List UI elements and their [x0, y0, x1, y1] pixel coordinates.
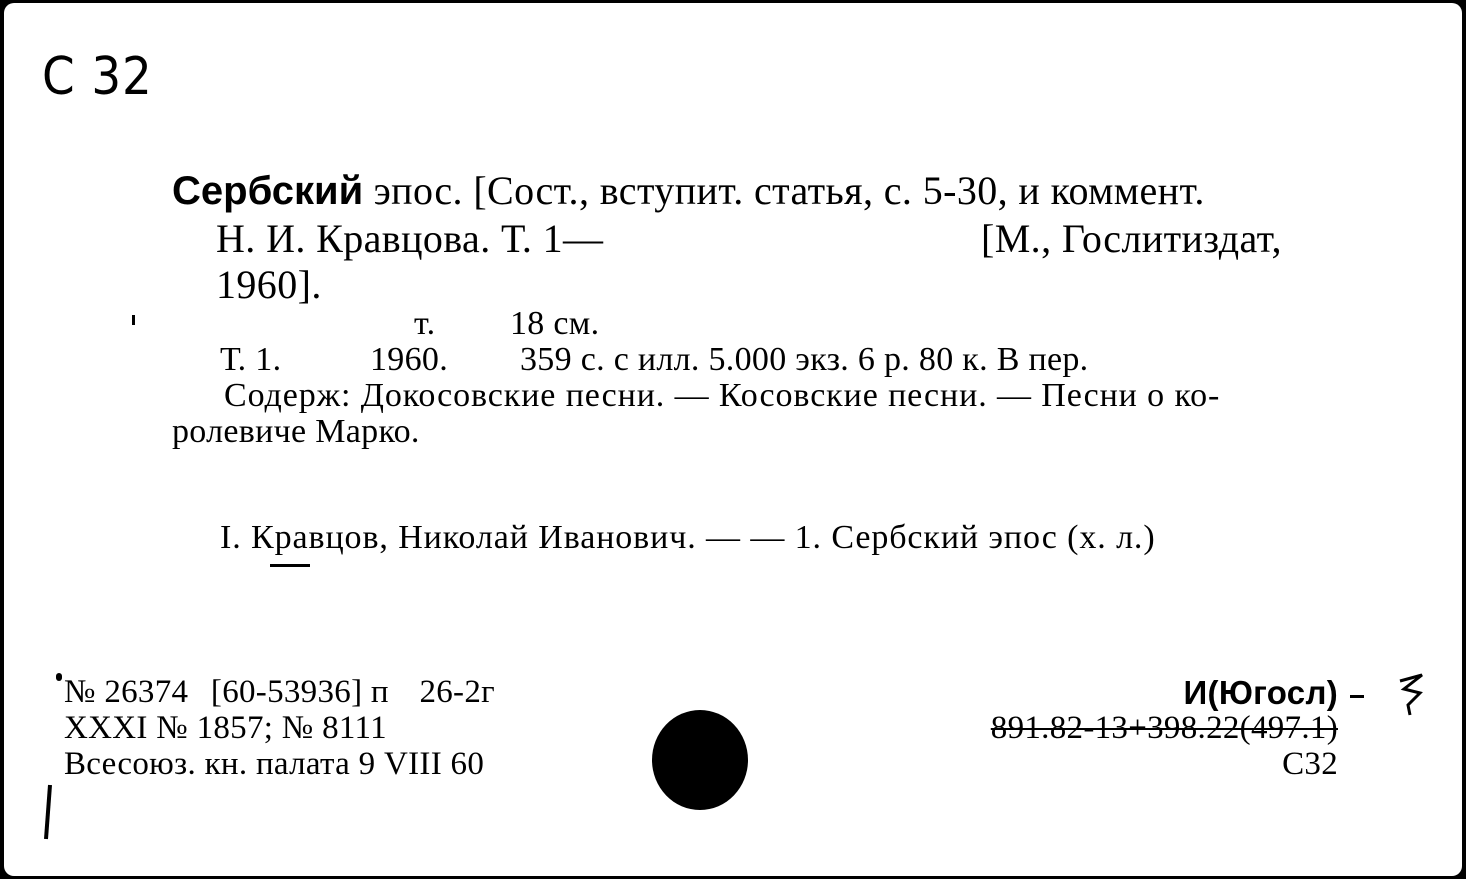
- stray-dot: [56, 673, 62, 681]
- tracing-line: I. Кравцов, Николай Иванович. — — 1. Сербский эпос (х. л.): [220, 519, 1156, 556]
- volume-label: Т. 1.: [220, 341, 282, 378]
- handwritten-stroke-icon: [38, 783, 58, 843]
- handwritten-underline: [270, 564, 310, 567]
- imprint-line: [М., Гослитиздат,: [981, 216, 1282, 261]
- size-line: 18 см.: [510, 305, 600, 342]
- punch-hole: [652, 710, 748, 810]
- contents-note: Содерж: Докосовские песни. — Косовские песни. — Песни о ко-: [224, 377, 1221, 414]
- volume-year: 1960.: [370, 341, 448, 378]
- stray-mark: [132, 315, 135, 325]
- bottom-left-line3: Всесоюз. кн. палата 9 VIII 60: [64, 746, 485, 782]
- responsibility-line: Н. И. Кравцова. Т. 1—: [216, 216, 604, 261]
- catalog-card: [4, 3, 1462, 876]
- order-code: [60-53936] п: [210, 674, 389, 710]
- handwritten-dash: [1350, 695, 1364, 698]
- classification-index: 891.82-13+398.22(497.1): [990, 710, 1338, 746]
- bottom-left-line1: [64, 674, 495, 711]
- title-rest: эпос. [Сост., вступит. статья, с. 5-30, и коммент.: [363, 168, 1205, 213]
- title-line: [172, 167, 1205, 214]
- handwritten-shelf-mark: C 32: [42, 47, 153, 107]
- year-line: 1960].: [216, 262, 322, 307]
- classification-heading: И(Югосл): [1183, 674, 1338, 711]
- card-number: № 26374: [64, 674, 189, 710]
- heading-word: Сербский: [172, 169, 364, 213]
- contents-note-cont: ролевиче Марко.: [172, 413, 420, 450]
- bottom-left-line2: XXXI № 1857; № 8111: [64, 710, 387, 746]
- extra-code: 26-2г: [419, 674, 495, 710]
- author-sign: С32: [1282, 746, 1338, 782]
- volumes-count: т.: [414, 305, 436, 342]
- handwritten-squiggle-icon: [1394, 671, 1430, 719]
- volume-details: 359 с. с илл. 5.000 экз. 6 р. 80 к. В пер.: [520, 341, 1089, 378]
